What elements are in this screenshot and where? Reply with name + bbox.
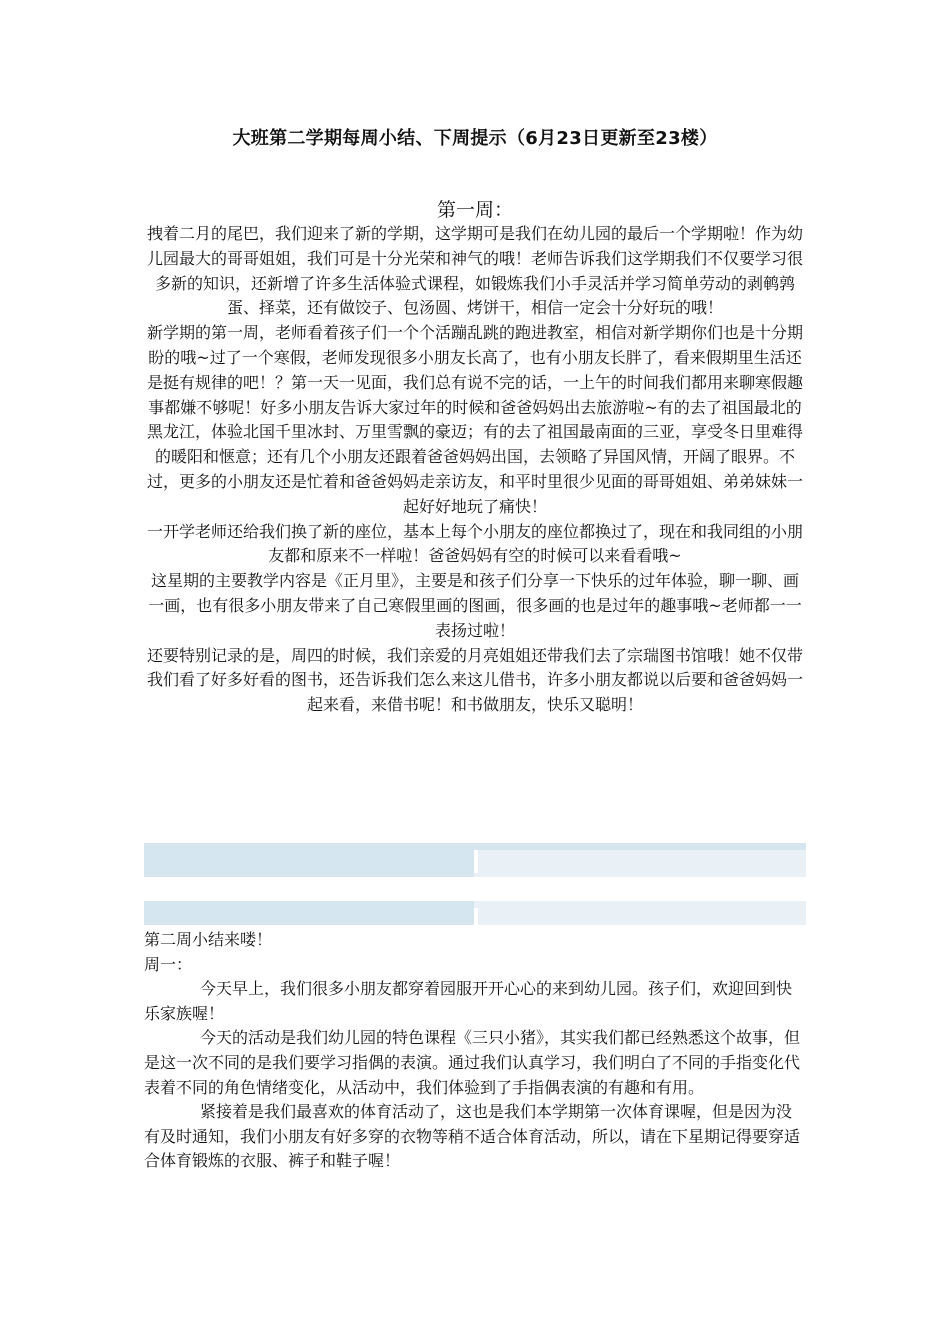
week1-paragraph: 拽着二月的尾巴，我们迎来了新的学期，这学期可是我们在幼儿园的最后一个学期啦！作为幼儿园最大的哥哥姐姐，我们可是十分光荣和神气的哦！老师告诉我们这学期我们不仅要学习很多新的知识，还新增了许多生活体验式课程，如锻炼我们小手灵活并学习简单劳动的剥鹌鹑蛋、择菜，还有做饺子、包汤圆、烤饼干，相信一定会十分好玩的哦！ bbox=[146, 224, 803, 318]
week2-section bbox=[144, 928, 806, 1174]
week2-paragraph: 今天早上，我们很多小朋友都穿着园服开开心心的来到幼儿园。孩子们，欢迎回到快乐家族喔！ bbox=[144, 979, 793, 1023]
week2-paragraph: 今天的活动是我们幼儿园的特色课程《三只小猪》，其实我们都已经熟悉这个故事，但是这一次不同的是我们要学习指偶的表演。通过我们认真学习，我们明白了不同的手指变化代表着不同的角色情绪变化，从活动中，我们体验到了手指偶表演的有趣和有用。 bbox=[144, 1028, 801, 1097]
week2-paragraph: 紧接着是我们最喜欢的体育活动了，这也是我们本学期第一次体育课喔，但是因为没有及时通知，我们小朋友有好多穿的衣物等稍不适合体育活动，所以，请在下星期记得要穿适合体育锻炼的衣服、裤子和鞋子喔！ bbox=[144, 1102, 801, 1171]
week1-paragraph: 新学期的第一周，老师看着孩子们一个个活蹦乱跳的跑进教室，相信对新学期你们也是十分期盼的哦~过了一个寒假，老师发现很多小朋友长高了，也有小朋友长胖了，看来假期里生活还是挺有规律的吧！？第一天一见面，我们总有说不完的话，一上午的时间我们都用来聊寒假趣事都嫌不够呢！好多小朋友告诉大家过年的时候和爸爸妈妈出去旅游啦~有的去了祖国最北的黑龙江，体验北国千里冰封、万里雪飘的豪迈；有的去了祖国最南面的三亚，享受冬日里难得的暖阳和惬意；还有几个小朋友还跟着爸爸妈妈出国，去领略了异国风情，开阔了眼界。不过，更多的小朋友还是忙着和爸爸妈妈走亲访友，和平时里很少见面的哥哥姐姐、弟弟妹妹一起好好地玩了痛快！ bbox=[146, 323, 803, 516]
week1-body bbox=[144, 222, 806, 718]
divider-band bbox=[144, 843, 806, 877]
divider-band-top-strip bbox=[474, 843, 806, 850]
divider-band-gap bbox=[474, 850, 478, 873]
divider-band-right-cell bbox=[474, 901, 806, 925]
week1-heading: 第一周： bbox=[436, 199, 513, 221]
week1-paragraph: 还要特别记录的是，周四的时候，我们亲爱的月亮姐姐还带我们去了宗瑞图书馆哦！她不仅带我们看了好多好看的图书，还告诉我们怎么来这儿借书，许多小朋友都说以后要和爸爸妈妈一起来看，来借书呢！和书做朋友，快乐又聪明！ bbox=[146, 645, 803, 715]
divider-band-left-cell bbox=[144, 901, 474, 925]
divider-band-left-cell bbox=[144, 843, 474, 877]
page-title: 大班第二学期每周小结、下周提示（6月23日更新至23楼） bbox=[232, 128, 718, 149]
week2-day-label: 周一： bbox=[144, 954, 193, 974]
week1-paragraph: 这星期的主要教学内容是《正月里》，主要是和孩子们分享一下快乐的过年体验，聊一聊、画一画，也有很多小朋友带来了自己寒假里画的图画，很多画的也是过年的趣事哦~老师都一一表扬过啦！ bbox=[148, 571, 802, 640]
divider-band bbox=[144, 901, 806, 925]
week2-heading: 第二周小结来喽！ bbox=[144, 930, 273, 949]
week1-paragraph: 一开学老师还给我们换了新的座位，基本上每个小朋友的座位都换过了，现在和我同组的小朋友都和原来不一样啦！爸爸妈妈有空的时候可以来看看哦~ bbox=[146, 521, 803, 566]
